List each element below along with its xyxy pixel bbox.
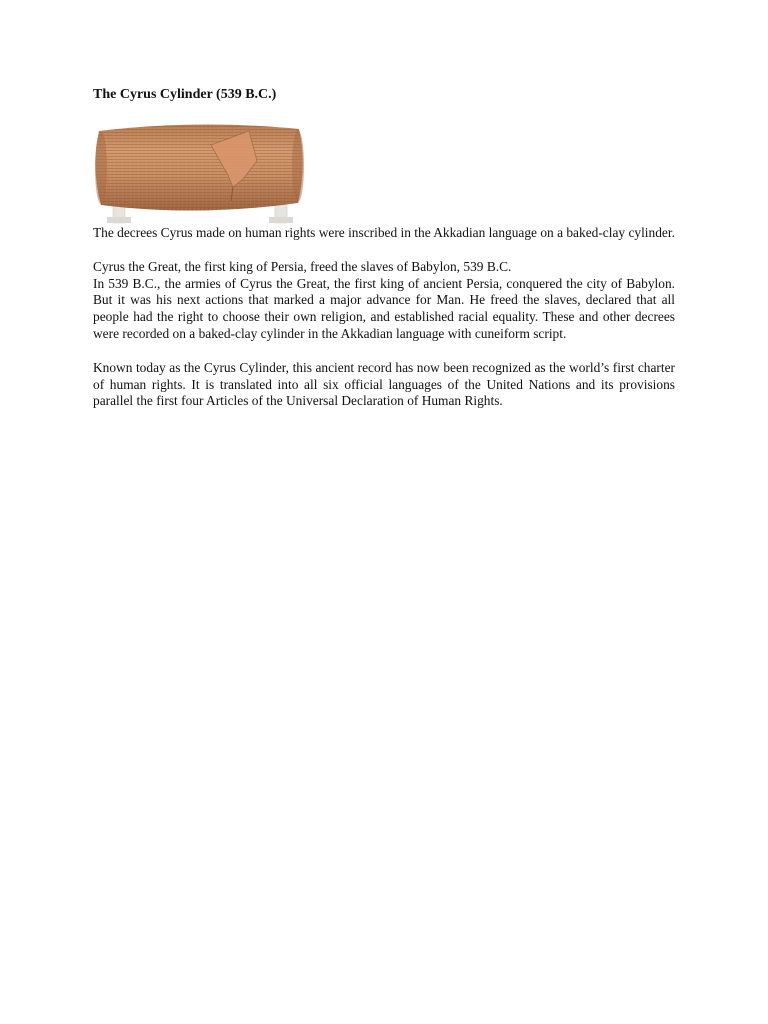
- image-caption: The decrees Cyrus made on human rights were inscribed in the Akkadian language on a baked-clay cylinder.: [93, 225, 675, 240]
- cyrus-cylinder-image: [93, 121, 306, 225]
- spacer: [93, 343, 675, 360]
- document-page: [93, 86, 675, 410]
- paragraph-2: Known today as the Cyrus Cylinder, this ancient record has now been recognized as the world’s first charter of human rights. It is translated into all six official languages of the United Nations and its provisions parallel the first four Articles of the Universal Declaration of Human Rights.: [93, 359, 675, 409]
- spacer: [93, 242, 675, 259]
- document-title: The Cyrus Cylinder (539 B.C.): [93, 87, 277, 102]
- paragraph-1: In 539 B.C., the armies of Cyrus the Great, the first king of ancient Persia, conquered the city of Babylon. But it was his next actions that marked a major advance for Man. He freed the slaves, declared that all people had the right to choose their own religion, and established racial equality. These and other decrees were recorded on a baked-clay cylinder in the Akkadian language with cuneiform script.: [93, 275, 675, 341]
- section-heading-line: Cyrus the Great, the first king of Persia, freed the slaves of Babylon, 539 B.C.: [93, 258, 512, 274]
